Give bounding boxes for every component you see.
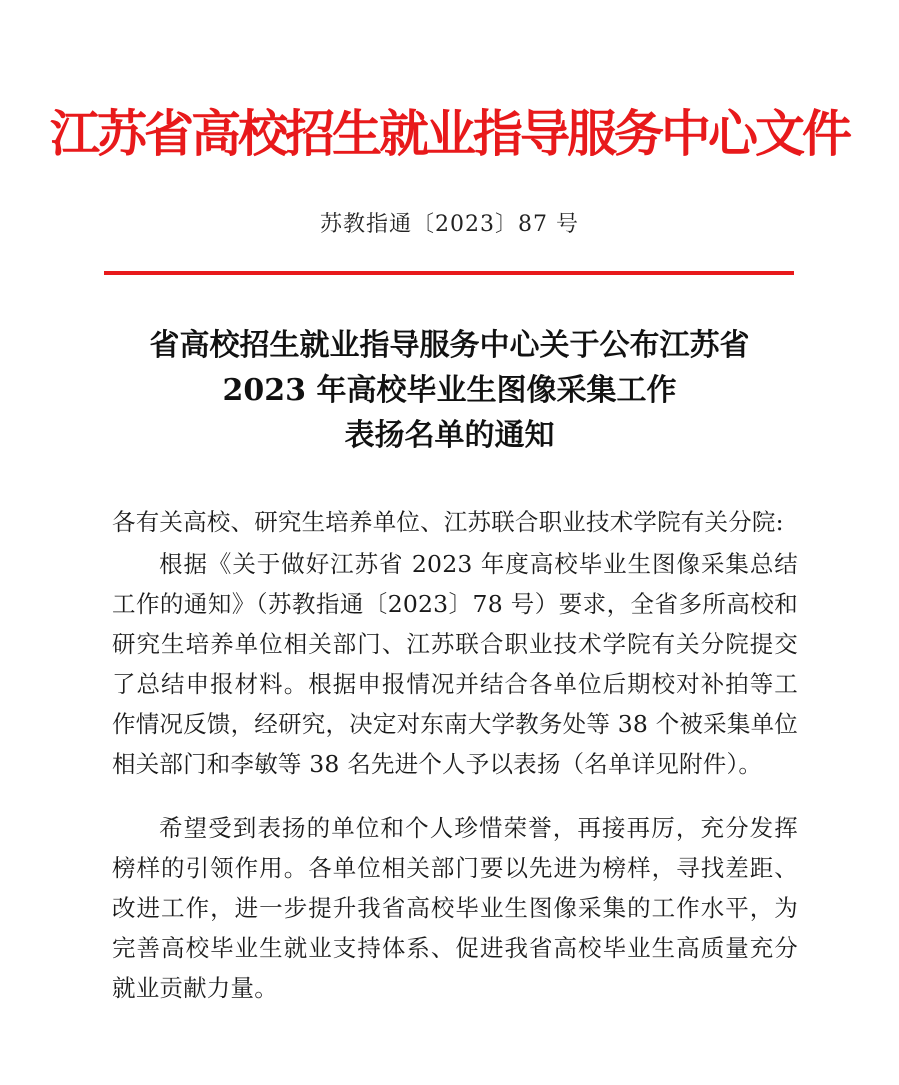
notice-title [0,323,899,458]
document-header-title: 江苏省高校招生就业指导服务中心文件 [50,104,849,163]
document-number: 苏教指通〔2023〕87 号 [320,212,579,237]
notice-title-line-1: 省高校招生就业指导服务中心关于公布江苏省 [149,328,750,363]
notice-title-line-2: 2023 年高校毕业生图像采集工作 [222,373,677,408]
notice-title-line-3: 表扬名单的通知 [344,418,555,453]
header-divider [104,271,794,275]
salutation: 各有关高校、研究生培养单位、江苏联合职业技术学院有关分院: [112,508,784,536]
body-paragraph-2: 希望受到表扬的单位和个人珍惜荣誉，再接再厉，充分发挥榜样的引领作用。各单位相关部门要以先进为榜样，寻找差距、改进工作，进一步提升我省高校毕业生图像采集的工作水平，为完善高校毕业生就业支持体系、促进我省高校毕业生高质量充分就业贡献力量。 [112,814,798,1002]
body-paragraph-1: 根据《关于做好江苏省 2023 年度高校毕业生图像采集总结工作的通知》（苏教指通〔2023〕78 号）要求，全省多所高校和研究生培养单位相关部门、江苏联合职业技术学院有关分院提交了总结申报材料。根据申报情况并结合各单位后期校对补拍等工作情况反馈，经研究，决定对东南大学教务处等 38 个被采集单位相关部门和李敏等 38 名先进个人予以表扬（名单详见附件）。 [112,550,798,778]
